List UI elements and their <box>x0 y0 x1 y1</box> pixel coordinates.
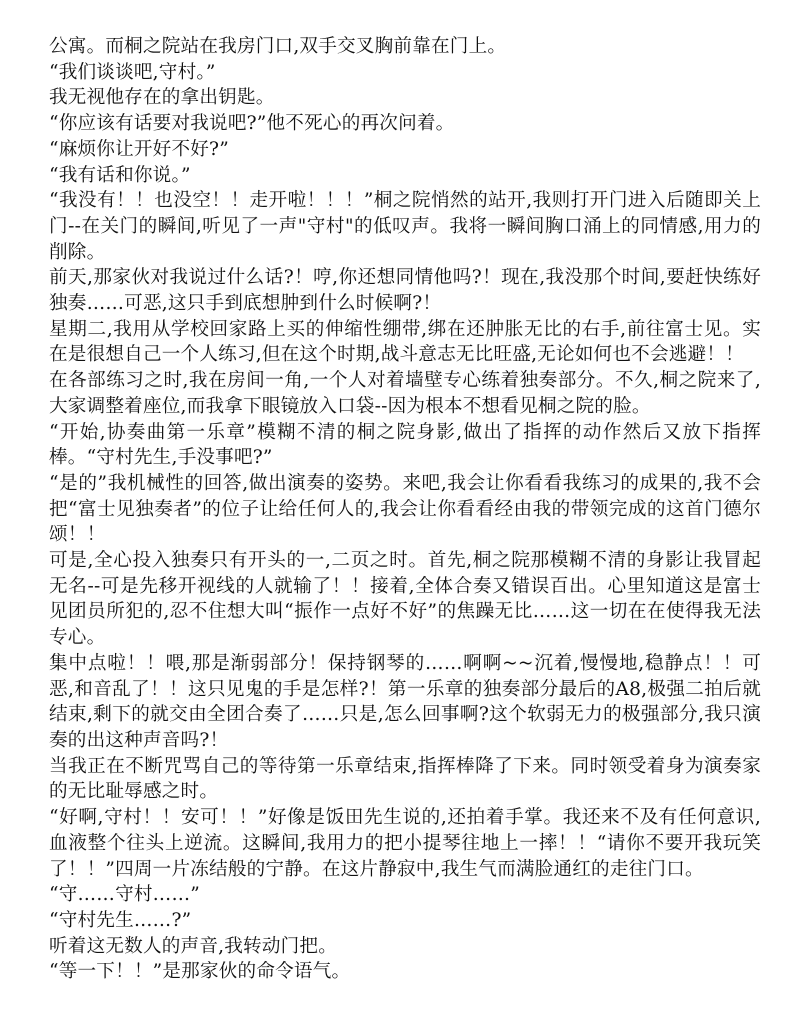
paragraph-6: “我有话和你说。” <box>49 164 191 186</box>
paragraph-17: “守……守村……” <box>49 884 200 906</box>
paragraph-8: 前天,那家伙对我说过什么话?！哼,你还想同情他吗?！现在,我没那个时间,要赶快练好独奏……可恶,这只手到底想肿到什么时候啊?！ <box>49 267 761 315</box>
paragraph-12: “是的”我机械性的回答,做出演奏的姿势。来吧,我会让你看看我练习的成果的,我不会把“富士见独奏者”的位子让给任何人的,我会让你看看经由我的带领完成的这首门德尔颂！！ <box>49 472 761 546</box>
paragraph-14: 集中点啦！！喂,那是渐弱部分！保持钢琴的……啊啊~~沉着,慢慢地,稳静点！！可恶,和音乱了！！这只见鬼的手是怎样?！第一乐章的独奏部分最后的A8,极强二拍后就结束,剩下的就交由全团合奏了……只是,怎么回事啊?这个软弱无力的极强部分,我只演奏的出这种声音吗?！ <box>49 652 761 751</box>
paragraph-10: 在各部练习之时,我在房间一角,一个人对着墙壁专心练着独奏部分。不久,桐之院来了,大家调整着座位,而我拿下眼镜放入口袋--因为根本不想看见桐之院的脸。 <box>49 370 761 417</box>
paragraph-1: 公寓。而桐之院站在我房门口,双手交叉胸前靠在门上。 <box>49 36 507 57</box>
paragraph-7: “我没有！！也没空！！走开啦！！！”桐之院悄然的站开,我则打开门进入后随即关上门--在关门的瞬间,听见了一声"守村"的低叹声。我将一瞬间胸口涌上的同情感,用力的削除。 <box>49 190 761 263</box>
paragraph-3: 我无视他存在的拿出钥匙。 <box>49 87 275 109</box>
paragraph-11: “开始,协奏曲第一乐章”模糊不清的桐之院身影,做出了指挥的动作然后又放下指挥棒。“守村先生,手没事吧?” <box>49 421 761 469</box>
paragraph-20: “等一下！！”是那家伙的命令语气。 <box>49 961 351 983</box>
paragraph-16: “好啊,守村！！安可！！”好像是饭田先生说的,还拍着手掌。我还来不及有任何意识,血液整个往头上逆流。这瞬间,我用力的把小提琴往地上一摔！！“请你不要开我玩笑了！！”四周一片冻结般的宁静。在这片静寂中,我生气而满脸通红的走往门口。 <box>49 807 761 880</box>
paragraph-9: 星期二,我用从学校回家路上买的伸缩性绷带,绑在还肿胀无比的右手,前往富士见。实在是很想自己一个人练习,但在这个时期,战斗意志无比旺盛,无论如何也不会逃避！！ <box>49 318 761 366</box>
document-page <box>49 34 761 1014</box>
paragraph-18: “守村先生……?” <box>49 909 192 931</box>
paragraph-15: 当我正在不断咒骂自己的等待第一乐章结束,指挥棒降了下来。同时领受着身为演奏家的无比耻辱感之时。 <box>49 755 761 803</box>
paragraph-19: 听着这无数人的声音,我转动门把。 <box>49 935 338 957</box>
paragraph-2: “我们谈谈吧,守村。” <box>49 61 216 83</box>
paragraph-5: “麻烦你让开好不好?” <box>49 138 229 160</box>
paragraph-4: “你应该有话要对我说吧?”他不死心的再次问着。 <box>49 113 455 135</box>
paragraph-13: 可是,全心投入独奏只有开头的一,二页之时。首先,桐之院那模糊不清的身影让我冒起无名--可是先移开视线的人就输了！！接着,全体合奏又错误百出。心里知道这是富士见团员所犯的,忍不住想大叫“振作一点好不好”的焦躁无比……这一切在在使得我无法专心。 <box>49 550 761 649</box>
